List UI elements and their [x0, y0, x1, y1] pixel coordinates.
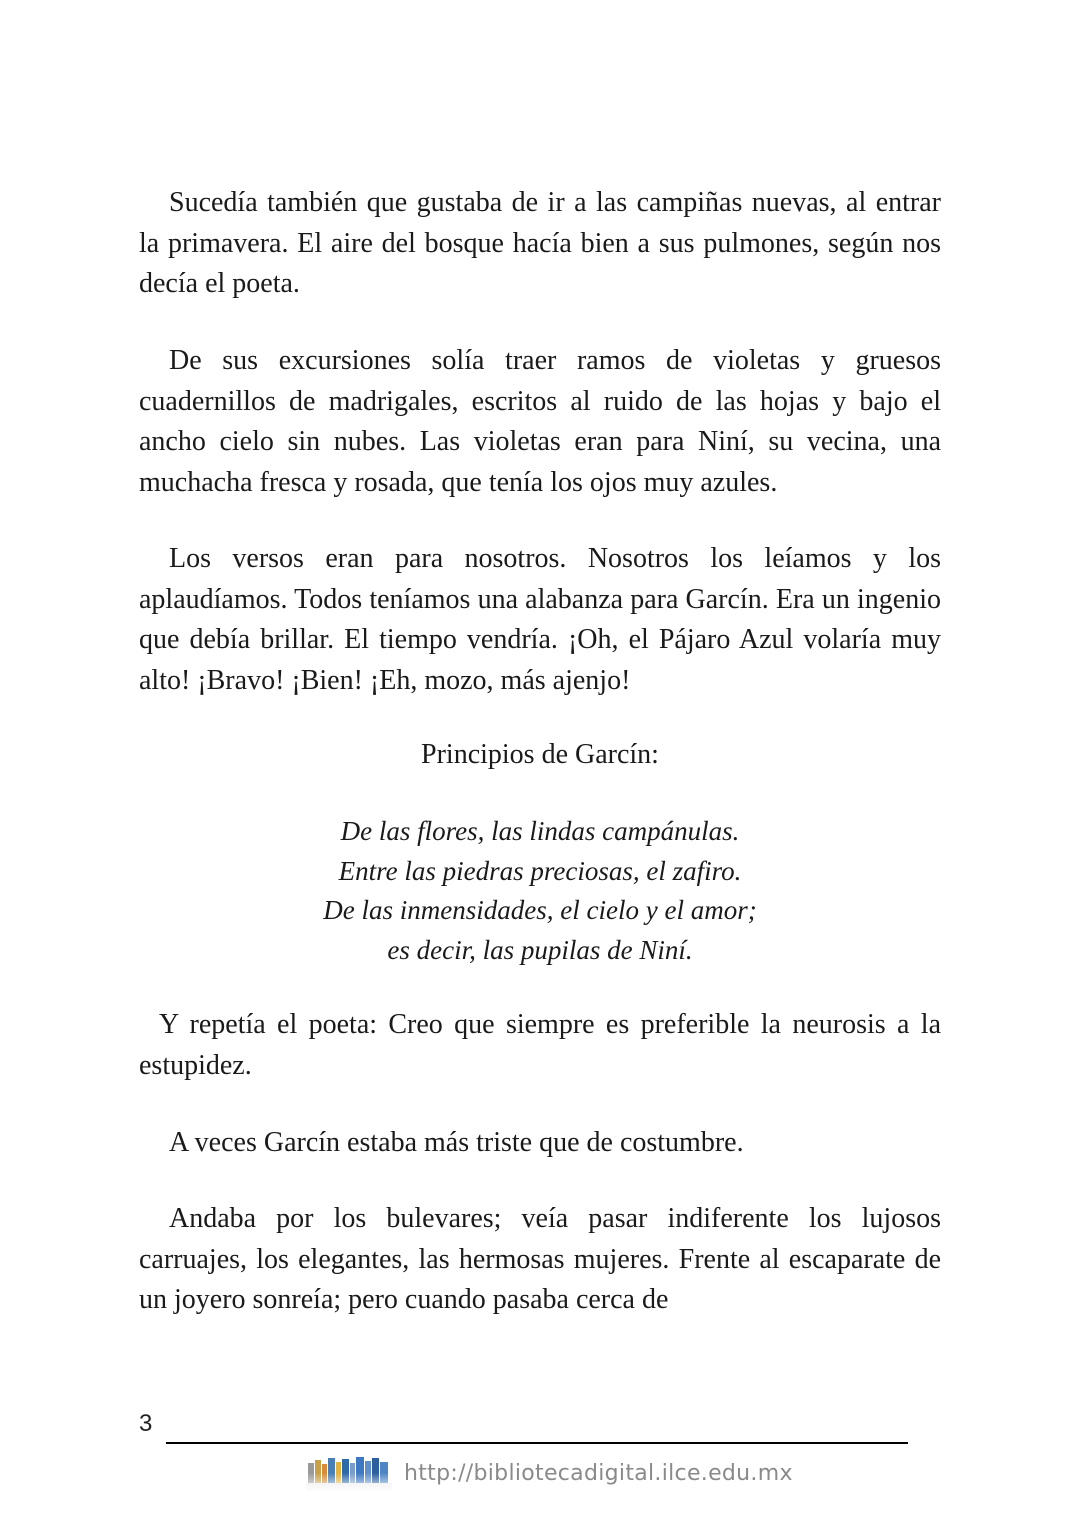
verse-line: Entre las piedras preciosas, el zafiro. [338, 855, 742, 886]
paragraph-3 [139, 539, 941, 701]
footer-url-link[interactable]: http://bibliotecadigital.ilce.edu.mx [404, 1461, 793, 1486]
paragraph-7 [139, 1199, 941, 1321]
paragraph-text: De sus excursiones solía traer ramos de violetas y gruesos cuadernillos de madrigales, escritos al ruido de las hojas y bajo el ancho cielo sin nubes. Las violetas eran para Niní, su vecina, una muchacha fresca y rosada, que tenía los ojos muy azules. [139, 345, 941, 498]
paragraph-text: Andaba por los bulevares; veía pasar indiferente los lujosos carruajes, los elegantes, las hermosas mujeres. Frente al escaparate de un joyero sonreía; pero cuando pasaba cerca de [139, 1203, 941, 1315]
verse-line: De las flores, las lindas campánulas. [340, 816, 740, 846]
paragraph-6 [139, 1123, 941, 1164]
paragraph-1 [139, 183, 941, 305]
paragraph-text: Y repetía el poeta: Creo que siempre es preferible la neurosis a la estupidez. [139, 1009, 941, 1081]
paragraph-text: Sucedía también que gustaba de ir a las campiñas nuevas, al entrar la primavera. El aire del bosque hacía bien a sus pulmones, según nos decía el poeta. [139, 187, 941, 299]
paragraph-2 [139, 341, 941, 503]
paragraph-5 [139, 1005, 941, 1086]
footer-divider [166, 1442, 908, 1444]
section-heading: Principios de Garcín: [421, 739, 659, 770]
page-number: 3 [139, 1410, 153, 1437]
verse-block [139, 812, 941, 970]
books-logo-icon [306, 1455, 392, 1491]
paragraph-text: A veces Garcín estaba más triste que de costumbre. [169, 1127, 744, 1158]
verse-line: De las inmensidades, el cielo y el amor; [323, 895, 757, 925]
verse-line: es decir, las pupilas de Niní. [387, 934, 693, 965]
paragraph-text: Los versos eran para nosotros. Nosotros los leíamos y los aplaudíamos. Todos teníamos una alabanza para Garcín. Era un ingenio que debía brillar. El tiempo vendría. ¡Oh, el Pájaro Azul volaría muy alto! ¡Bravo! ¡Bien! ¡Eh, mozo, más ajenjo! [139, 543, 941, 696]
